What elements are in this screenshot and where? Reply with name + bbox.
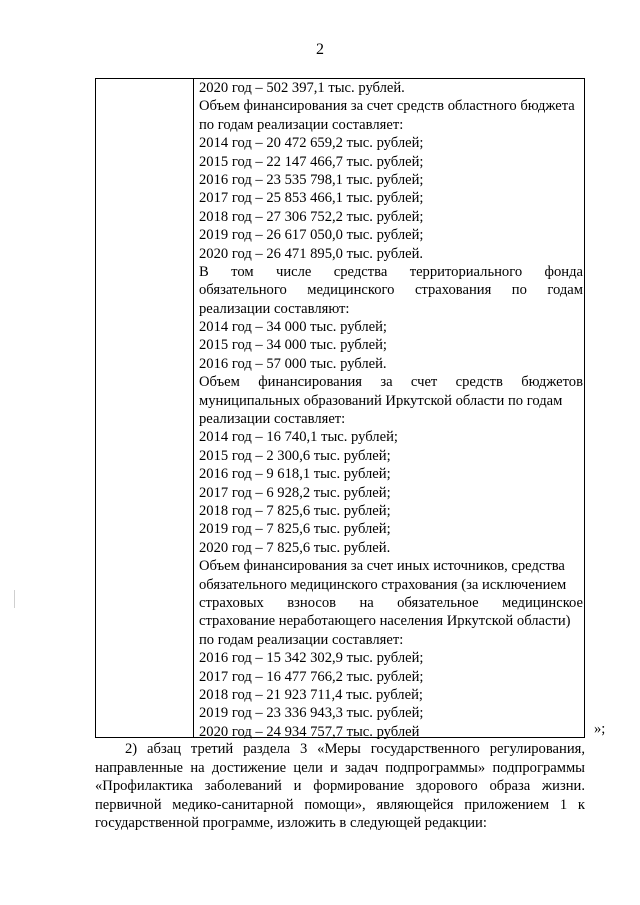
paragraph-line: «Профилактика заболеваний и формирование здорового образа жизни. bbox=[95, 778, 585, 795]
table-line: 2015 год – 2 300,6 тыс. рублей; bbox=[199, 447, 391, 464]
edge-mark bbox=[14, 590, 15, 608]
table-line: В том числе средства территориального фонда bbox=[199, 263, 583, 280]
paragraph-line: 2) абзац третий раздела 3 «Меры государственного регулирования, bbox=[125, 741, 585, 757]
table-line: 2017 год – 16 477 766,2 тыс. рублей; bbox=[199, 668, 424, 685]
table-line: обязательного медицинского страхования по годам bbox=[199, 282, 583, 299]
table-line: 2018 год – 21 923 711,4 тыс. рублей; bbox=[199, 686, 423, 703]
table-line: 2014 год – 16 740,1 тыс. рублей; bbox=[199, 429, 398, 446]
table-line: 2017 год – 6 928,2 тыс. рублей; bbox=[199, 484, 391, 501]
table-line: 2016 год – 23 535 798,1 тыс. рублей; bbox=[199, 171, 424, 188]
table-line: Объем финансирования за счет средств областного бюджета bbox=[199, 98, 575, 115]
table-line: 2019 год – 7 825,6 тыс. рублей; bbox=[199, 521, 391, 538]
table-line: страхование неработающего населения Иркутской области) bbox=[199, 613, 571, 630]
table-line: 2020 год – 502 397,1 тыс. рублей. bbox=[199, 80, 405, 96]
table-line: 2018 год – 7 825,6 тыс. рублей; bbox=[199, 502, 391, 519]
table-right-cell bbox=[199, 79, 583, 741]
table-line: 2016 год – 57 000 тыс. рублей. bbox=[199, 355, 387, 372]
table-line: 2015 год – 22 147 466,7 тыс. рублей; bbox=[199, 153, 424, 170]
table-line: реализации составляет: bbox=[199, 411, 346, 428]
table-line: Объем финансирования за счет средств бюджетов bbox=[199, 374, 583, 391]
data-table bbox=[95, 78, 585, 738]
table-line: обязательного медицинского страхования (за исключением bbox=[199, 576, 567, 593]
table-line: 2019 год – 23 336 943,3 тыс. рублей; bbox=[199, 705, 424, 722]
table-line: 2020 год – 24 934 757,7 тыс. рублей bbox=[199, 723, 420, 740]
paragraph-line: первичной медико-санитарной помощи», являющейся приложением 1 к bbox=[95, 796, 585, 813]
table-line: Объем финансирования за счет иных источников, средства bbox=[199, 558, 565, 575]
paragraph-line: направленные на достижение цели и задач подпрограммы» подпрограммы bbox=[95, 759, 585, 776]
table-line: 2019 год – 26 617 050,0 тыс. рублей; bbox=[199, 227, 424, 244]
table-line: 2020 год – 26 471 895,0 тыс. рублей. bbox=[199, 245, 424, 262]
paragraph-line: государственной программе, изложить в следующей редакции: bbox=[95, 815, 487, 832]
table-line: муниципальных образований Иркутской области по годам bbox=[199, 392, 563, 409]
table-line: 2015 год – 34 000 тыс. рублей; bbox=[199, 337, 387, 354]
amendment-paragraph-first bbox=[125, 740, 585, 759]
table-left-cell bbox=[193, 79, 194, 737]
table-line: страховых взносов на обязательное медицинское bbox=[199, 594, 583, 611]
table-line: 2016 год – 15 342 302,9 тыс. рублей; bbox=[199, 650, 424, 667]
table-line: по годам реализации составляет: bbox=[199, 631, 404, 648]
closing-quote: »; bbox=[594, 721, 606, 737]
table-line: 2017 год – 25 853 466,1 тыс. рублей; bbox=[199, 190, 424, 207]
table-line: 2020 год – 7 825,6 тыс. рублей. bbox=[199, 539, 391, 556]
page-number: 2 bbox=[316, 41, 324, 58]
table-line: 2014 год – 34 000 тыс. рублей; bbox=[199, 319, 387, 336]
table-line: 2018 год – 27 306 752,2 тыс. рублей; bbox=[199, 208, 424, 225]
table-line: 2014 год – 20 472 659,2 тыс. рублей; bbox=[199, 135, 424, 152]
table-line: реализации составляют: bbox=[199, 300, 350, 317]
table-line: по годам реализации составляет: bbox=[199, 116, 404, 133]
amendment-paragraph bbox=[95, 759, 585, 833]
table-line: 2016 год – 9 618,1 тыс. рублей; bbox=[199, 466, 391, 483]
